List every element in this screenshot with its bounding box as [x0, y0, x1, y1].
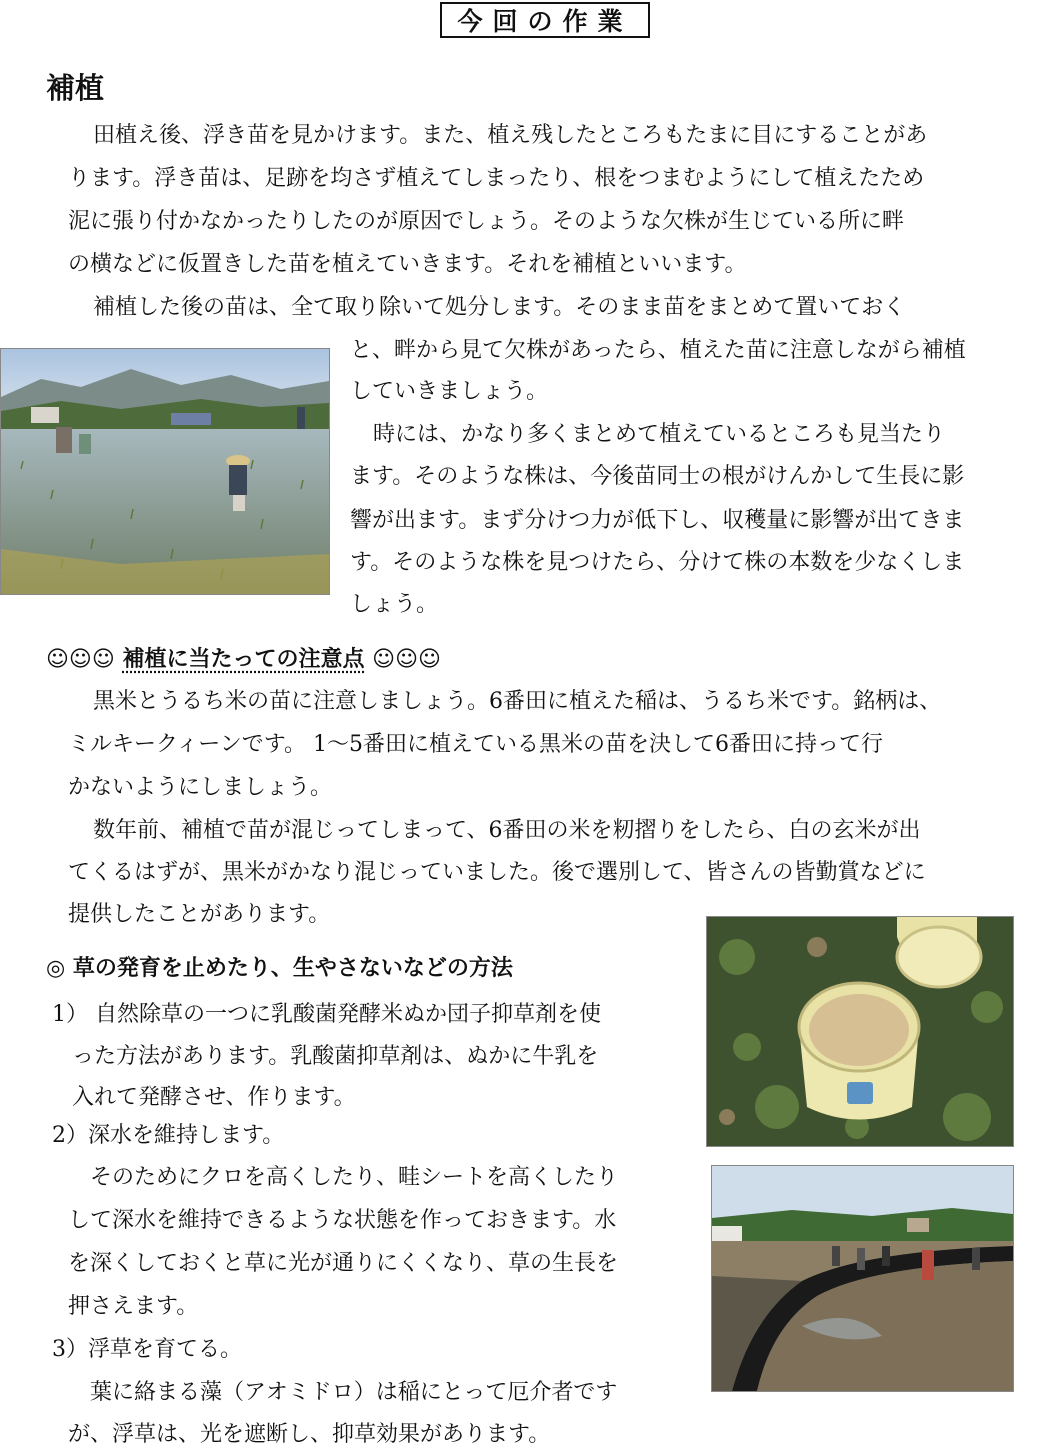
list-item: 2）深水を維持します。 [52, 1123, 285, 1148]
paragraph-line: しょう。 [350, 592, 439, 617]
paragraph-line: 響が出ます。まず分けつ力が低下し、収穫量に影響が出てきま [350, 508, 965, 533]
paragraph-line: 葉に絡まる藻（アオミドロ）は稲にとって厄介者です [90, 1380, 618, 1405]
paragraph-line: と、畔から見て欠株があったら、植えた苗に注意しながら補植 [350, 338, 966, 363]
caution-heading: 補植に当たっての注意点 [122, 647, 365, 672]
paragraph-line: して深水を維持できるような状態を作っておきます。水 [68, 1208, 617, 1233]
page-title: 今回の作業 [440, 2, 650, 38]
paragraph-line: す。そのような株を見つけたら、分けて株の本数を少なくしま [350, 550, 965, 575]
list-item: 1） 自然除草の一つに乳酸菌発酵米ぬか団子抑草剤を使 [52, 1002, 601, 1027]
paragraph-line: ます。そのような株は、今後苗同士の根がけんかして生長に影 [350, 464, 965, 489]
list-item-continuation: った方法があります。乳酸菌抑草剤は、ぬかに牛乳を [72, 1044, 599, 1069]
paragraph-line: が、浮草は、光を遮断し、抑草効果があります。 [68, 1422, 551, 1447]
paragraph-line: の横などに仮置きした苗を植えていきます。それを補植といいます。 [68, 252, 747, 277]
paragraph-line: そのためにクロを高くしたり、畦シートを高くしたり [90, 1165, 619, 1190]
weed-methods-heading: ◎ 草の発育を止めたり、生やさないなどの方法 [46, 956, 513, 981]
caution-heading-row [46, 645, 441, 675]
paragraph-line: ミルキークィーンです。 1～5番田に植えている黒米の苗を決して6番田に持って行 [68, 732, 884, 757]
paragraph-line: 時には、かなり多くまとめて植えているところも見当たり [373, 422, 946, 447]
paragraph-line: てくるはずが、黒米がかなり混じっていました。後で選別して、皆さんの皆勤賞などに [68, 860, 926, 885]
photo-rice-bran-bucket [706, 916, 1014, 1147]
paragraph-line: していきましょう。 [350, 379, 549, 404]
paragraph-line: 黒米とうるち米の苗に注意しましょう。6番田に植えた稲は、うるち米です。銘柄は、 [93, 689, 942, 714]
paragraph-line: 数年前、補植で苗が混じってしまって、6番田の米を籾摺りをしたら、白の玄米が出 [93, 818, 921, 843]
section-heading-hoshoku: 補植 [46, 71, 105, 105]
paragraph-line: ります。浮き苗は、足跡を均さず植えてしまったり、根をつまむようにして植えたため [68, 166, 925, 191]
paragraph-line: 泥に張り付かなかったりしたのが原因でしょう。そのような欠株が生じている所に畔 [68, 209, 905, 234]
smiley-icon: ☺☺☺ [372, 647, 441, 672]
paragraph-line: 田植え後、浮き苗を見かけます。また、植え残したところもたまに目にすることがあ [93, 123, 928, 148]
list-item-continuation: 入れて発酵させ、作ります。 [72, 1085, 356, 1110]
paragraph-line: 補植した後の苗は、全て取り除いて処分します。そのまま苗をまとめて置いておく [93, 295, 906, 320]
paragraph-line: 押さえます。 [68, 1294, 199, 1319]
paragraph-line: を深くしておくと草に光が通りにくくなり、草の生長を [68, 1251, 619, 1276]
photo-rice-paddy-workers [0, 348, 330, 595]
paragraph-line: かないようにしましょう。 [68, 775, 333, 800]
smiley-icon: ☺☺☺ [46, 647, 115, 672]
list-item: 3）浮草を育てる。 [52, 1337, 242, 1362]
paragraph-line: 提供したことがあります。 [68, 902, 331, 927]
photo-field-sheet-workers [711, 1165, 1014, 1392]
